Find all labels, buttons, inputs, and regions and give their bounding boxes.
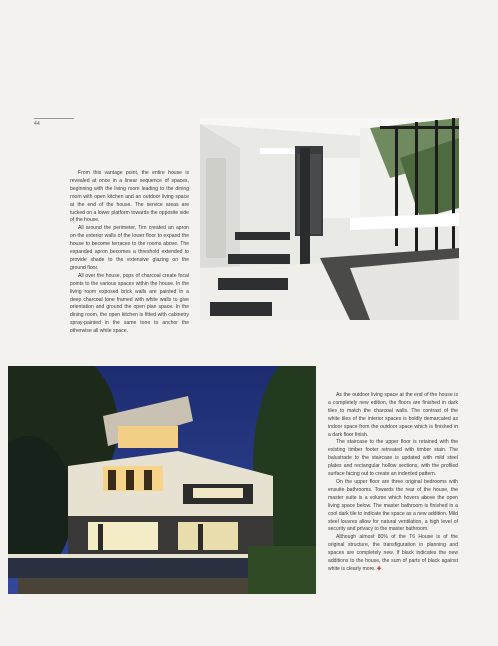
exterior-photo bbox=[8, 366, 316, 594]
header-rule bbox=[34, 118, 74, 119]
paragraph: All around the perimeter, Tim created an apron on the exterior walls of the lower floor to expand the house to become terraces to the rooms above. The expanded apron becomes a threshold extended to provide shade to the extensive glazing on the ground floor. bbox=[70, 225, 189, 271]
paragraph: The staircase to the upper floor is retained with the existing timber footer retreated with timber stain. The balustrade to the staircase is updated with mild steel plates and rectangular hollow sections, with the profiled surface facing out to create an indented pattern. bbox=[328, 439, 458, 478]
paragraph: As the outdoor living space at the end of the house is a completely new edition, the floors are finished in dark tiles to match the charcoal walls. The contrast of the white tiles of the interior spaces is boldly demarcated as indoor space from the outdoor space which is finished in a dark floor finish. bbox=[328, 392, 458, 438]
right-text-column bbox=[328, 392, 458, 574]
paragraph-text: Although almost 80% of the T6 House is of the original structure, the transfiguration in planning and spaces are completely new. If black indicates the new additions to the house, the sum of parts of black against white is clearly more. bbox=[328, 534, 458, 572]
interior-photo bbox=[200, 118, 459, 320]
paragraph: All over the house, pops of charcoal create focal points to the various spaces within the house. In the living room exposed brick walls are painted in a deep charcoal tone framed with white walls to give orientation and ground the open plan space. In the dining room, the open kitchen is fitted with cabinetry spray-painted in the same tone to anchor the otherwise all white space. bbox=[70, 272, 189, 335]
paragraph: On the upper floor are three original bedrooms with ensuite bathrooms. Towards the rear of the house, the master suite is a volume which hovers above the open living space below. The master bathroom is finished in a cool dark tile to indicate the space as a new addition. Mild steel louvres allow for natural ventilation, a high level of security and privacy to the master bathroom. bbox=[328, 478, 458, 533]
end-mark-icon: ✚ bbox=[376, 565, 382, 572]
page-number: 44 bbox=[34, 121, 40, 127]
paragraph-final bbox=[328, 534, 458, 574]
paragraph: From this vantage point, the entire house is revealed at once in a linear sequence of spaces, beginning with the living room leading to the dining room with open kitchen and an outdoor living space at the end of the house. The service areas are tucked on a lower platform towards the opposite side of the house. bbox=[70, 170, 189, 224]
left-text-column bbox=[70, 170, 189, 336]
